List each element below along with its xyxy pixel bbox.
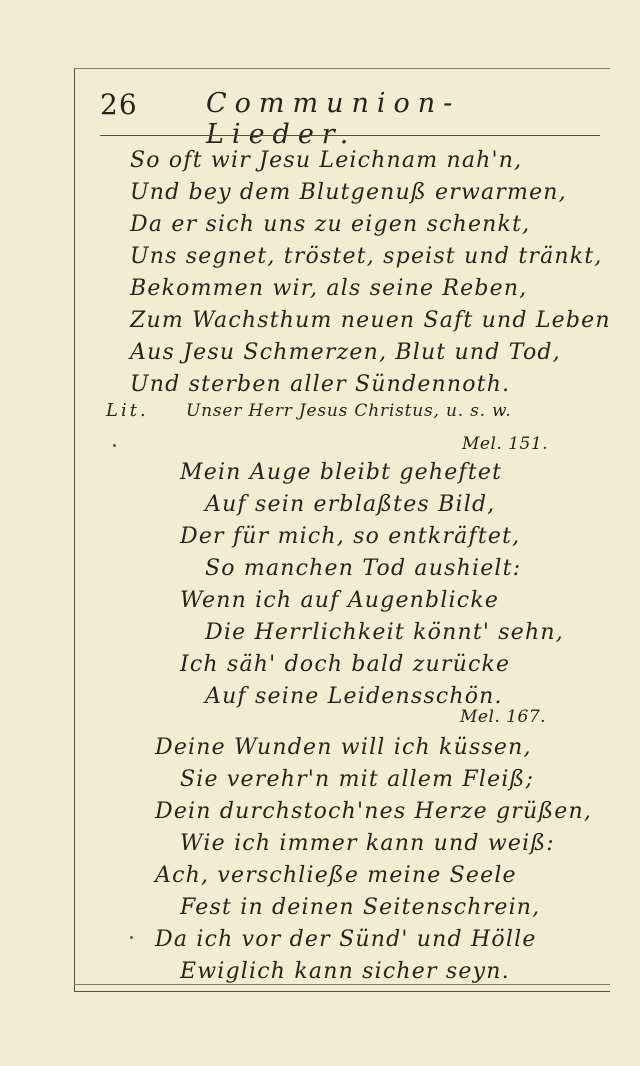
stanza1-line: Bekommen wir, als seine Reben, (130, 276, 528, 301)
running-head: Communion-Lieder. (206, 88, 461, 150)
stanza2-line: Auf seine Leidensschön. (205, 684, 503, 709)
stanza3-line: Sie verehr'n mit allem Fleiß; (180, 767, 535, 792)
stanza1-line: Aus Jesu Schmerzen, Blut und Tod, (130, 340, 561, 365)
stanza2-line: Mein Auge bleibt geheftet (180, 460, 503, 485)
stanza3-line: Dein durchstoch'nes Herze grüßen, (155, 799, 593, 824)
stanza1-line: Da er sich uns zu eigen schenkt, (130, 212, 531, 237)
litany-text: Unser Herr Jesus Christus, u. s. w. (186, 401, 512, 421)
stanza3-line: Wie ich immer kann und weiß: (180, 831, 555, 856)
header-rule (100, 135, 600, 136)
ink-speck (113, 444, 116, 447)
stanza3-line: Fest in deinen Seitenschrein, (180, 895, 541, 920)
stanza3-line: Da ich vor der Sünd' und Hölle (155, 927, 537, 952)
stanza1-line: Zum Wachsthum neuen Saft und Leben (130, 308, 611, 333)
stanza2-line: Ich säh' doch bald zurücke (180, 652, 511, 677)
stanza1-line: Und bey dem Blutgenuß erwarmen, (130, 180, 567, 205)
stanza1-line: So oft wir Jesu Leichnam nah'n, (130, 148, 523, 173)
stanza3-line: Deine Wunden will ich küssen, (155, 735, 532, 760)
stanza2-line: Wenn ich auf Augenblicke (180, 588, 500, 613)
stanza3-line: Ach, verschließe meine Seele (155, 863, 517, 888)
stanza2-line: Auf sein erblaßtes Bild, (205, 492, 496, 517)
stanza3-line: Ewiglich kann sicher seyn. (180, 959, 510, 984)
stanza2-line: So manchen Tod aushielt: (205, 556, 522, 581)
stanza1-line: Und sterben aller Sündennoth. (130, 372, 511, 397)
stanza1-line: Uns segnet, tröstet, speist und tränkt, (130, 244, 603, 269)
melody-reference: Mel. 167. (460, 707, 547, 727)
stanza2-line: Die Herrlichkeit könnt' sehn, (205, 620, 564, 645)
litany-label: Lit. (106, 400, 149, 421)
page-number: 26 (100, 88, 138, 121)
ink-speck (130, 936, 133, 939)
melody-reference: Mel. 151. (462, 434, 549, 454)
stanza2-line: Der für mich, so entkräftet, (180, 524, 521, 549)
page-header (100, 88, 500, 150)
